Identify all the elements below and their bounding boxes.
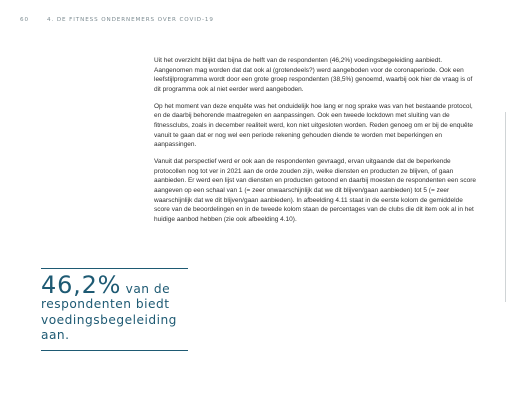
pull-quote-line-3: voedingsbegeleiding [41,312,177,327]
paragraph-3: Vanuit dat perspectief werd er ook aan de respondenten gevraagd, ervan uitgaande dat de beperkende protocollen nog tot ver in 2021 aan de orde zouden zijn, welke diensten en producten ze blijven, of gaan aanbieden. Er werd een lijst van diensten en producten getoond en daarbij moesten de respondenten een score aangeven op een schaal van 1 (= zeer onwaarschijnlijk dat we dit blijven/gaan aanbieden) tot 5 (= zeer waarschijnlijk dat we dit blijven/gaan aanbieden). In afbeelding 4.11 staat in de eerste kolom de gemiddelde score van de beoordelingen en in de tweede kolom staan de percentages van de clubs die dit item ook al in het huidige aanbod hebben (zie ook afbeelding 4.10). [154,157,476,223]
pull-quote-value: 46,2% [41,271,122,299]
running-head [20,17,486,23]
body-text [154,56,478,232]
pull-quote-line-4: aan. [41,328,70,343]
pull-quote-line-2: respondenten biedt [41,297,170,312]
pull-quote-line-1 [41,271,188,299]
pull-quote-line-1-rest: van de [121,282,171,296]
paragraph-2: Op het moment van deze enquête was het onduidelijk hoe lang er nog sprake was van het bestaande protocol, en de daarbij behorende maatregelen en aanpassingen. Ook een tweede lockdown met sluiting van de fitnessclubs, zoals in december realiteit werd, kon niet uitgesloten worden. Reden genoeg om er bij de enquête vanuit te gaan dat er nog wel een periode rekening gehouden diende te worden met beperkingen en aanpassingen. [154,102,474,149]
section-title: 4. DE FITNESS ONDERNEMERS OVER COVID-19 [47,17,214,23]
paragraph-1: Uit het overzicht blijkt dat bijna de helft van de respondenten (46,2%) voedingsbegeleiding aanbiedt. Aangenomen mag worden dat dat ook al (grotendeels?) werd aangeboden voor de coronaperiode. Ook een leefstijlprogramma wordt door een grote groep respondenten (38,5%) genoemd, waarbij ook hier de vraag is of dit programma ook al niet eerder werd aangeboden. [154,57,473,93]
page-number: 60 [20,17,29,23]
pull-quote [41,268,188,351]
